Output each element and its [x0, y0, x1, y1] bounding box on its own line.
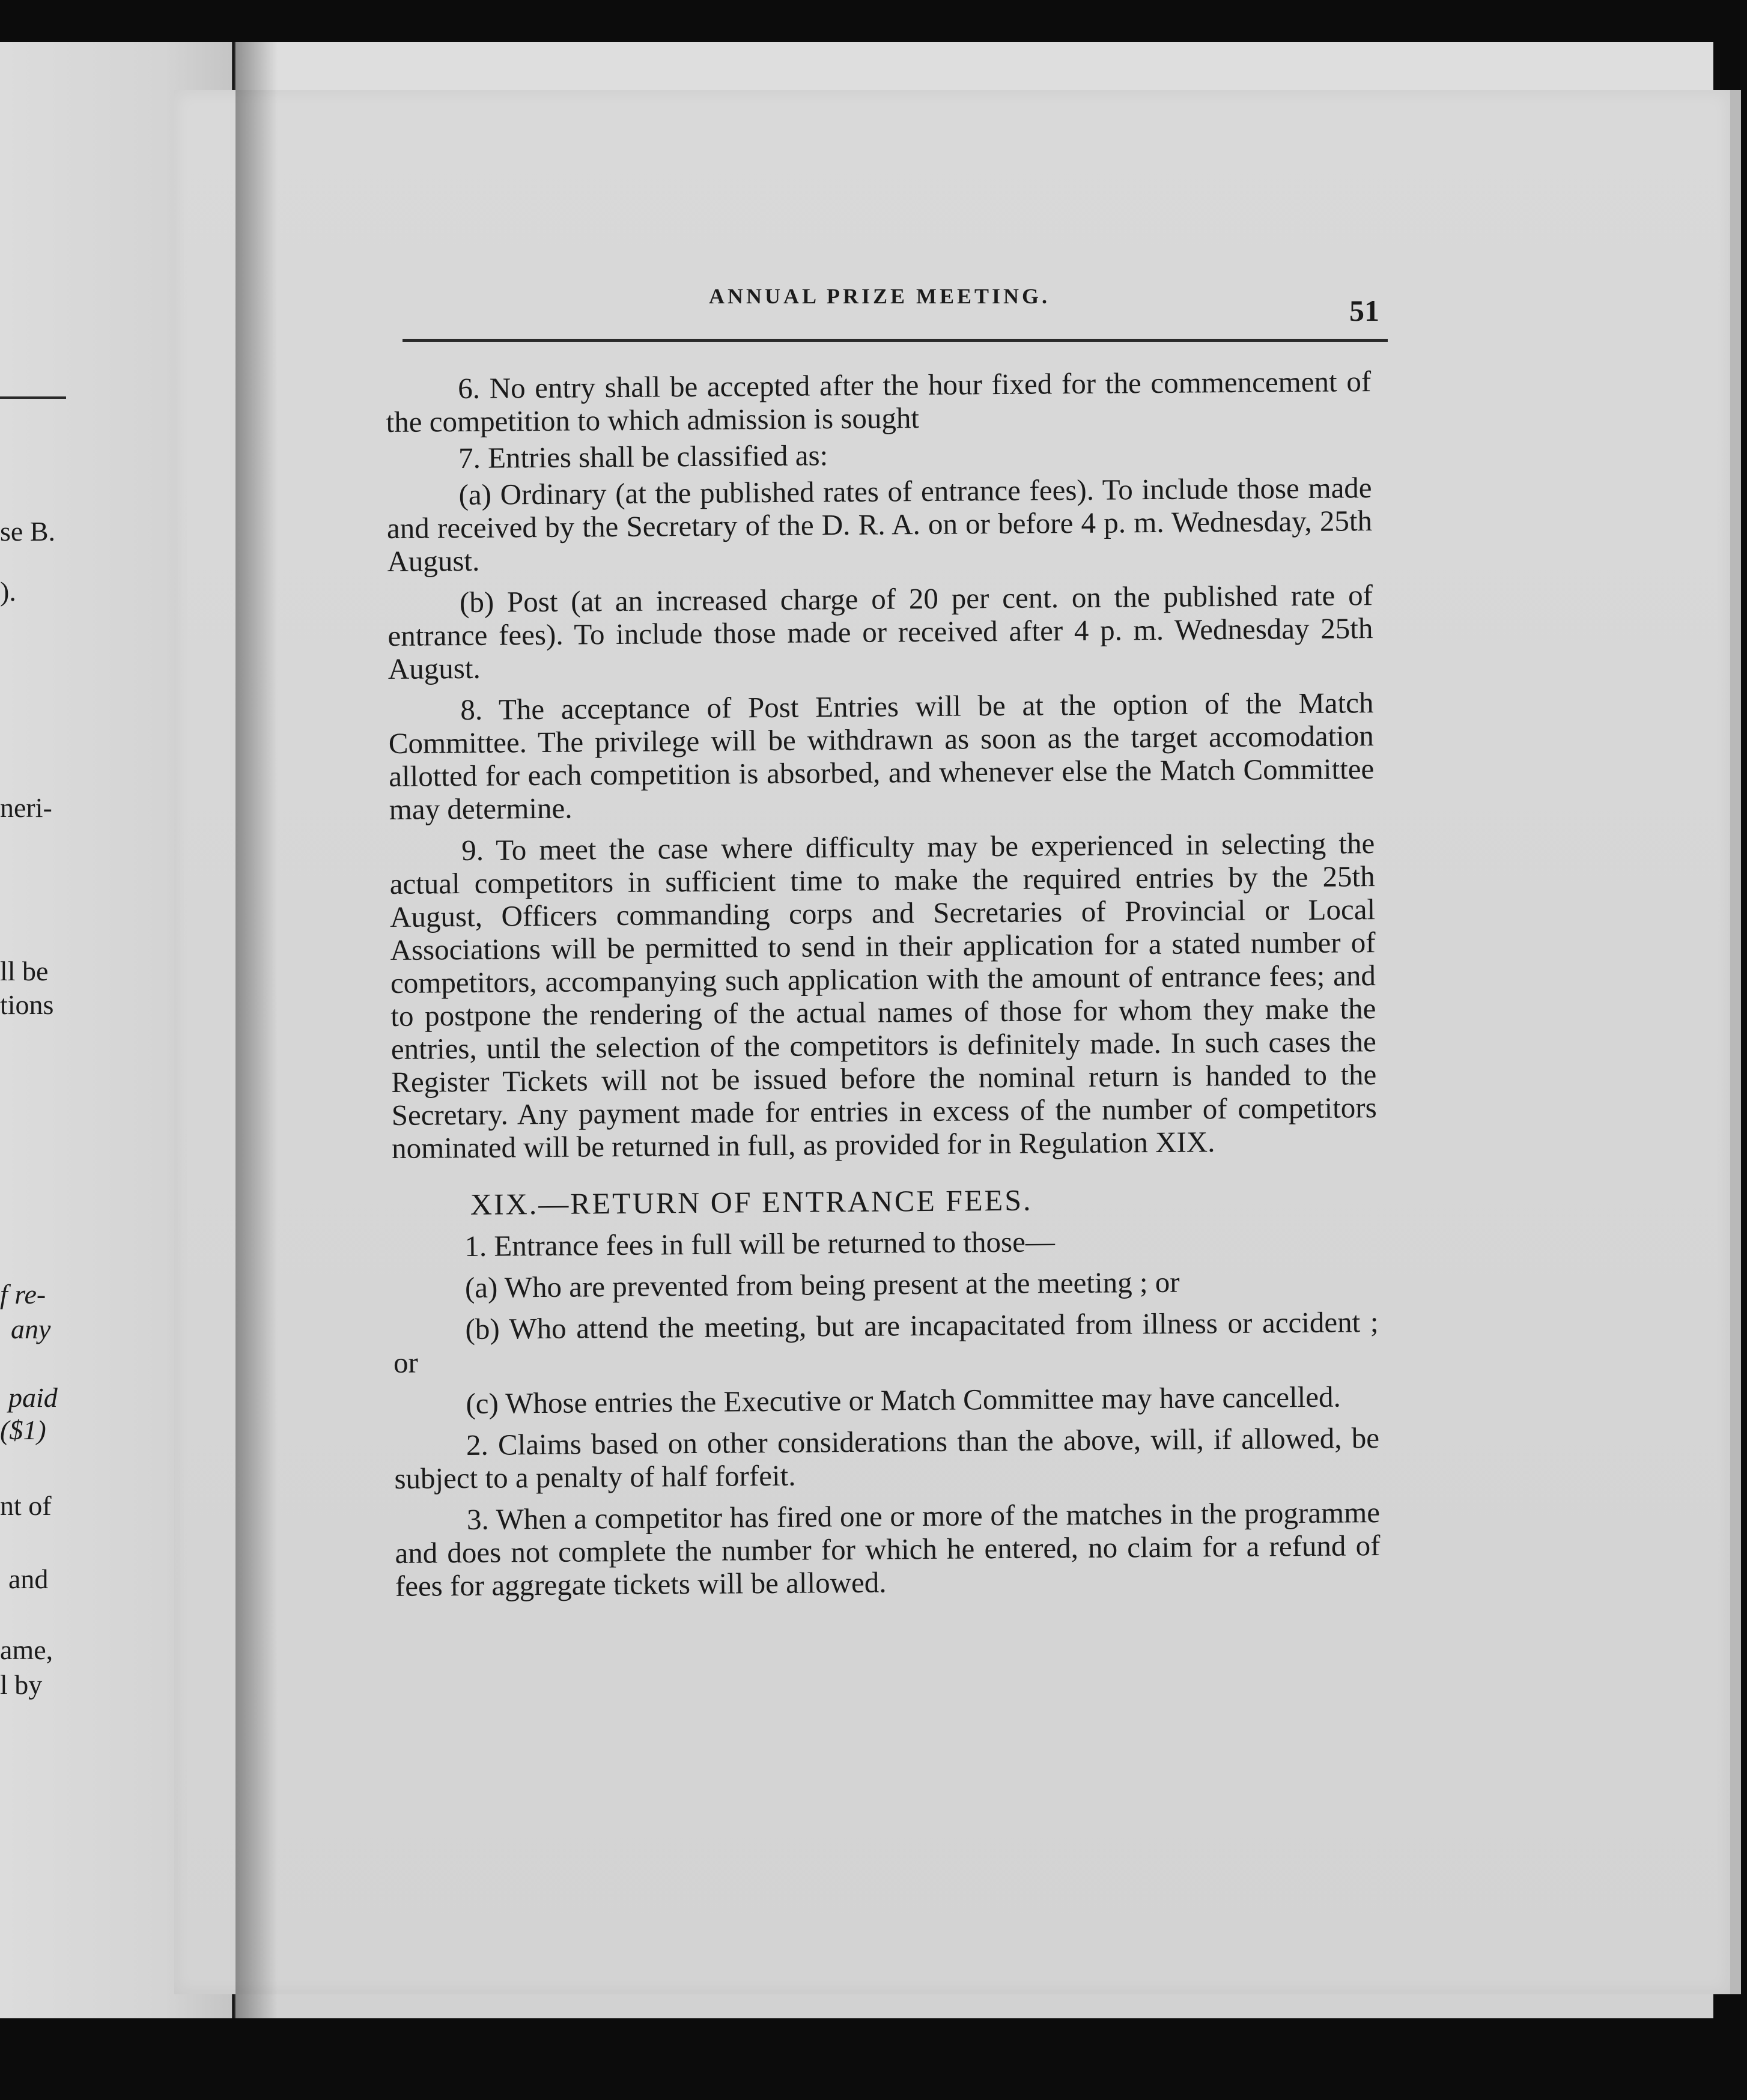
section-paragraph: (a) Who are prevented from being present at the meeting ; or — [464, 1265, 1180, 1305]
left-page-rule — [0, 396, 66, 399]
section-paragraph: 1. Entrance fees in full will be returned to those— — [464, 1225, 1056, 1263]
left-fragment: any — [11, 1314, 51, 1344]
left-fragment: ll be — [0, 956, 49, 986]
left-fragment: ($1) — [0, 1415, 46, 1445]
left-fragment: tions — [0, 989, 54, 1020]
page-body — [386, 365, 1381, 1603]
rule-paragraph: 6. No entry shall be accepted after the hour fixed for the commencement of the competition to which admission is sought — [386, 365, 1372, 439]
section-paragraph: (b) Who attend the meeting, but are incapacitated from illness or accident ; or — [393, 1305, 1379, 1379]
rule-paragraph: (a) Ordinary (at the published rates of entrance fees). To include those made and received by the Secretary of the D. R. A. on or before 4 p. m. Wednesday, 25th August. — [386, 471, 1373, 578]
left-fragment: and — [8, 1564, 49, 1594]
section-paragraph: 2. Claims based on other considerations than the above, will, if allowed, be subject to a penalty of half forfeit. — [394, 1421, 1380, 1495]
left-fragment: nt of — [0, 1490, 52, 1521]
section-heading: XIX.—RETURN OF ENTRANCE FEES. — [470, 1183, 1033, 1221]
left-fragment: ). — [0, 576, 16, 607]
left-fragment: l by — [0, 1669, 43, 1700]
running-header: ANNUAL PRIZE MEETING. — [709, 284, 1051, 308]
rule-paragraph: 8. The acceptance of Post Entries will be at the option of the Match Committee. The privilege will be withdrawn as soon as the target accomodation allotted for each competition is absorbed, and whenever else the Match Committee may determine. — [388, 686, 1375, 826]
rule-paragraph: (b) Post (at an increased charge of 20 per cent. on the published rate of entrance fees). To include those made or received after 4 p. m. Wednesday 25th August. — [387, 578, 1373, 685]
left-fragment: se B. — [0, 516, 55, 547]
left-fragment: ame, — [0, 1634, 53, 1665]
left-fragment: neri- — [0, 792, 52, 823]
left-fragment: paid — [8, 1382, 58, 1413]
page-number: 51 — [1349, 294, 1379, 327]
section-paragraph: (c) Whose entries the Executive or Match Committee may have cancelled. — [466, 1380, 1341, 1421]
section-paragraph: 3. When a competitor has fired one or more of the matches in the programme and does not complete the number for which he entered, no claim for a refund of fees for aggregate tickets will be allowed. — [395, 1496, 1381, 1603]
header-rule — [403, 339, 1388, 342]
left-fragment: f re- — [0, 1279, 46, 1309]
gutter-shadow — [235, 42, 278, 2018]
rule-paragraph: 7. Entries shall be classified as: — [458, 439, 828, 475]
rule-paragraph: 9. To meet the case where difficulty may be experienced in selecting the actual competitors in sufficient time to make the required entries by the 25th August, Officers commanding corps and Secretaries of Provincial or Local Associations will be permitted to send in their application for a stated number of competitors, accompanying such application with the amount of entrance fees; and to postpone the rendering of the actual names of those for whom they make the entries, until the selection of the competitors is definitely made. In such cases the Register Tickets will not be issued before the nominal return is handed to the Secretary. Any payment made for entries in excess of the number of competitors nominated will be returned in full, as provided for in Regulation XIX. — [389, 827, 1377, 1165]
